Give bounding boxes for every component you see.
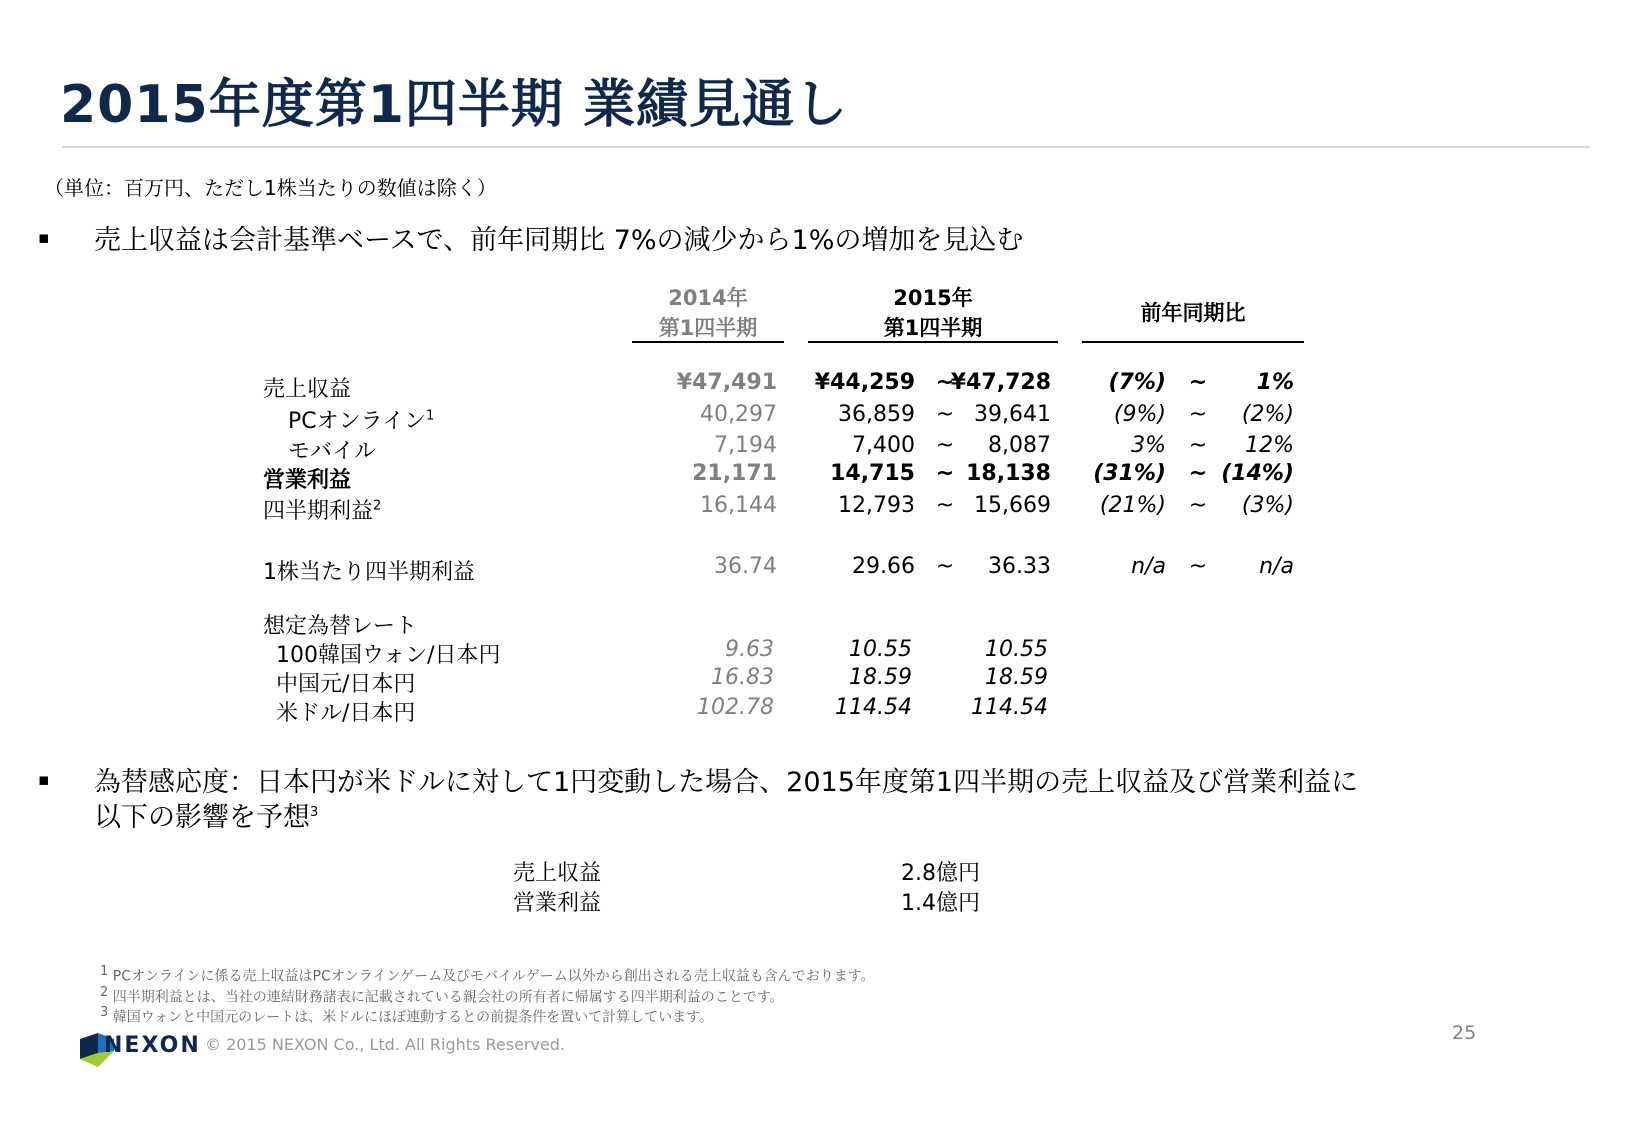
nexon-logo-text: NEXON (104, 1033, 201, 1058)
cell-prev: 36.74 (714, 554, 777, 579)
cell-high: 15,669 (974, 493, 1051, 518)
range-tilde: ~ (935, 461, 955, 486)
header-prev-year: 2014年 (668, 286, 748, 310)
range-tilde: ~ (935, 402, 955, 427)
header-cur-year: 2015年 (893, 286, 973, 310)
cell-high: 18,138 (966, 461, 1051, 486)
fx-high: 10.55 (985, 637, 1048, 662)
row-label-revenue: 売上収益 (263, 377, 352, 402)
bullet-marker: ▪ (38, 228, 50, 248)
bullet-marker: ▪ (38, 770, 50, 790)
header-prev-period (632, 283, 784, 343)
footnote-ref-1: 1 (425, 408, 435, 424)
cell-yoy-high: n/a (1259, 554, 1294, 579)
header-cur-underline (808, 341, 1058, 343)
range-tilde: ~ (935, 370, 955, 395)
footnote-ref-3: 3 (310, 805, 319, 820)
cell-prev: 16,144 (700, 493, 777, 518)
fx-heading: 想定為替レート (263, 614, 418, 639)
fx-low: 10.55 (849, 637, 912, 662)
fx-label-usd: 米ドル/日本円 (276, 701, 416, 726)
cell-yoy-high: 1% (1256, 370, 1294, 395)
title-divider (62, 146, 1590, 148)
range-tilde: ~ (1188, 461, 1208, 486)
row-label-quarterly-profit: 四半期利益$^2$ (263, 498, 382, 524)
fx-prev: 102.78 (697, 695, 774, 720)
footnote: $^2$ 四半期利益とは、当社の連結財務諸表に記載されている親会社の所有者に帰属する四半期利益のことです。 (100, 985, 784, 1006)
range-tilde: ~ (935, 433, 955, 458)
cell-high: 36.33 (988, 554, 1051, 579)
range-tilde: ~ (1188, 402, 1208, 427)
page-title: 2015年度第1四半期 業績見通し (60, 75, 849, 135)
header-cur-period (808, 283, 1058, 343)
range-tilde: ~ (935, 493, 955, 518)
fx-low: 18.59 (849, 665, 912, 690)
cell-yoy-high: (2%) (1241, 402, 1294, 427)
header-cur-quarter: 第1四半期 (883, 316, 983, 340)
cell-yoy-low: 3% (1131, 433, 1166, 458)
cell-yoy-low: n/a (1131, 554, 1166, 579)
sensitivity-value: 1.4億円 (901, 891, 980, 916)
cell-yoy-low: (9%) (1113, 402, 1166, 427)
header-prev-quarter: 第1四半期 (658, 316, 758, 340)
cell-low: 12,793 (838, 493, 915, 518)
cell-low: 36,859 (838, 402, 915, 427)
cell-yoy-low: (21%) (1099, 493, 1166, 518)
fx-high: 114.54 (971, 695, 1048, 720)
row-label-eps: 1株当たり四半期利益 (263, 560, 475, 585)
cell-high: 8,087 (988, 433, 1051, 458)
footnote: $^1$ PCオンラインに係る売上収益はPCオンラインゲーム及びモバイルゲーム以外から創出される売上収益も含んでおります。 (100, 964, 875, 985)
cell-yoy-high: 12% (1245, 433, 1294, 458)
fx-high: 18.59 (985, 665, 1048, 690)
row-label-mobile: モバイル (288, 439, 377, 464)
row-label-operating-income: 営業利益 (263, 468, 352, 493)
cell-prev: 21,171 (692, 461, 777, 486)
page-number: 25 (1452, 1022, 1477, 1044)
row-label-pc-online: PCオンライン$^1$ (288, 408, 435, 434)
bullet-fx-sensitivity-line1: 為替感応度：日本円が米ドルに対して1円変動した場合、2015年度第1四半期の売上収益及び営業利益に (94, 767, 1359, 798)
cell-low: 29.66 (852, 554, 915, 579)
sensitivity-label: 営業利益 (513, 891, 602, 916)
bullet-revenue-outlook: 売上収益は会計基準ベースで、前年同期比 7%の減少から1%の増加を見込む (94, 225, 1024, 256)
fx-label-krw: 100韓国ウォン/日本円 (276, 643, 501, 668)
header-yoy-underline (1082, 341, 1304, 343)
fx-label-cny: 中国元/日本円 (276, 672, 416, 697)
header-prev-underline (632, 341, 784, 343)
footnote-ref-2: 2 (373, 498, 382, 514)
cell-low: ¥44,259 (814, 370, 915, 395)
fx-low: 114.54 (835, 695, 912, 720)
sensitivity-label: 売上収益 (513, 861, 602, 886)
sensitivity-value: 2.8億円 (901, 861, 980, 886)
cell-low: 7,400 (852, 433, 915, 458)
range-tilde: ~ (1188, 493, 1208, 518)
unit-note: （単位：百万円、ただし1株当たりの数値は除く） (44, 176, 497, 200)
cell-high: 39,641 (974, 402, 1051, 427)
cell-prev: ¥47,491 (676, 370, 777, 395)
fx-prev: 9.63 (725, 637, 774, 662)
cell-prev: 40,297 (700, 402, 777, 427)
copyright: © 2015 NEXON Co., Ltd. All Rights Reserved. (205, 1035, 566, 1054)
cell-yoy-low: (31%) (1093, 461, 1166, 486)
cell-yoy-high: (3%) (1241, 493, 1294, 518)
range-tilde: ~ (1188, 370, 1208, 395)
header-yoy: 前年同期比 (1140, 301, 1246, 325)
cell-low: 14,715 (830, 461, 915, 486)
range-tilde: ~ (1188, 433, 1208, 458)
cell-yoy-high: (14%) (1221, 461, 1294, 486)
cell-prev: 7,194 (714, 433, 777, 458)
cell-high: ¥47,728 (950, 370, 1051, 395)
fx-prev: 16.83 (711, 665, 774, 690)
footnote: $^3$ 韓国ウォンと中国元のレートは、米ドルにほぼ連動するとの前提条件を置いて計算しています。 (100, 1005, 714, 1026)
bullet-fx-sensitivity-line2: 以下の影響を予想$^3$ (94, 802, 319, 833)
range-tilde: ~ (1188, 554, 1208, 579)
cell-yoy-low: (7%) (1108, 370, 1166, 395)
range-tilde: ~ (935, 554, 955, 579)
